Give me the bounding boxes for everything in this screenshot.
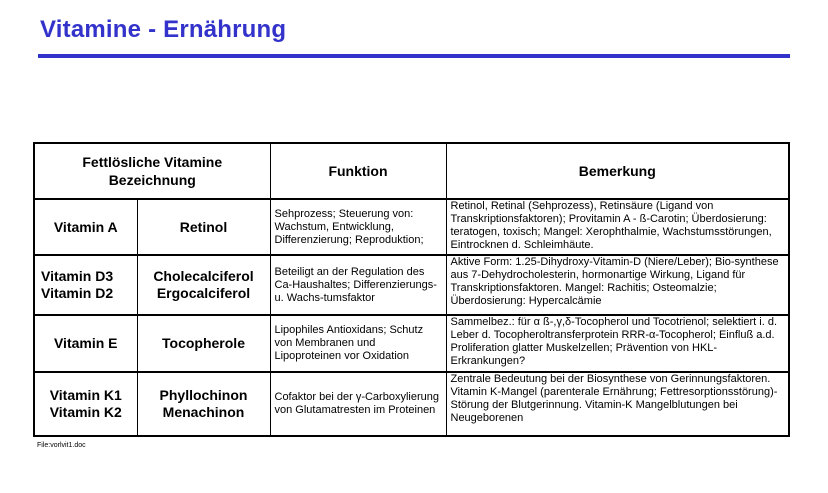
vitamin-name-line1: Vitamin D3: [41, 268, 114, 284]
page-title: Vitamine - Ernährung: [40, 16, 287, 43]
file-footer: File:vorlvit1.doc: [37, 442, 86, 449]
substance-name: [137, 255, 270, 315]
vitamin-table: [33, 142, 790, 437]
substance-name-line1: Tocopherole: [162, 335, 245, 351]
table-row: [34, 199, 789, 255]
funktion-cell: Sehprozess; Steuerung von: Wachstum, Entwicklung, Differenzierung; Reproduktion;: [270, 199, 446, 255]
substance-name-line1: Phyllochinon: [159, 387, 248, 403]
vitamin-name-line2: Vitamin D2: [41, 285, 114, 301]
header-bezeichnung: [34, 143, 270, 199]
header-bezeichnung-line2: Bezeichnung: [108, 172, 196, 188]
vitamin-name-line1: Vitamin K1: [49, 387, 122, 403]
vitamin-name: [34, 199, 137, 255]
table-row: [34, 372, 789, 436]
vitamin-name: [34, 315, 137, 372]
substance-name-line2: Ergocalciferol: [156, 285, 251, 301]
header-funktion: Funktion: [270, 143, 446, 199]
vitamin-name-line1: Vitamin E: [53, 335, 118, 351]
table-header-row: [34, 143, 789, 199]
substance-name: [137, 199, 270, 255]
bemerkung-cell: Aktive Form: 1.25-Dihydroxy-Vitamin-D (Niere/Leber); Bio-synthese aus 7-Dehydrocholesterin, hormonartige Wirkung, Ligand für Transkriptionsfaktoren. Mangel: Rachitis; Osteomalzie; Überdosierung: Hypercalcämie: [446, 255, 789, 315]
substance-name-line2: Menachinon: [162, 404, 245, 420]
vitamin-name-line1: Vitamin A: [53, 218, 118, 235]
funktion-cell: Beteiligt an der Regulation des Ca-Haushaltes; Differenzierungs- u. Wachs-tumsfaktor: [270, 255, 446, 315]
bemerkung-cell: Sammelbez.: für α ß-,γ,δ-Tocopherol und Tocotrienol; selektiert i. d. Leber d. Tocopheroltransferprotein RRR-α-Tocopherol; Einfluß a.d. Proliferation glatter Muskelzellen; Prävention von HKL-Erkrankungen?: [446, 315, 789, 372]
vitamin-name: [34, 255, 137, 315]
title-underline: [38, 54, 790, 58]
funktion-cell: Lipophiles Antioxidans; Schutz von Membranen und Lipoproteinen vor Oxidation: [270, 315, 446, 372]
substance-name-line1: Retinol: [179, 218, 228, 235]
vitamin-name-line2: Vitamin K2: [49, 404, 122, 420]
substance-name-line1: Cholecalciferol: [153, 268, 254, 284]
bemerkung-cell: Retinol, Retinal (Sehprozess), Retinsäure (Ligand von Transkriptionsfaktoren); Provitamin A - ß-Carotin; Überdosierung: teratogen, toxisch; Mangel: Xerophthalmie, Wachstumsstörungen, Eintrocknen d. Schleimhäute.: [446, 199, 789, 255]
header-bezeichnung-line1: Fettlösliche Vitamine: [82, 154, 223, 170]
bemerkung-cell: Zentrale Bedeutung bei der Biosynthese von Gerinnungsfaktoren. Vitamin K-Mangel (parenterale Ernährung; Fettresorptionsstörung)-Störung der Blutgerinnung. Vitamin-K Mangelblutungen bei Neugeborenen: [446, 372, 789, 436]
table-row: [34, 315, 789, 372]
funktion-cell: Cofaktor bei der γ-Carboxylierung von Glutamatresten im Proteinen: [270, 372, 446, 436]
substance-name: [137, 315, 270, 372]
substance-name: [137, 372, 270, 436]
vitamin-name: [34, 372, 137, 436]
table-row: [34, 255, 789, 315]
header-bemerkung: Bemerkung: [446, 143, 789, 199]
